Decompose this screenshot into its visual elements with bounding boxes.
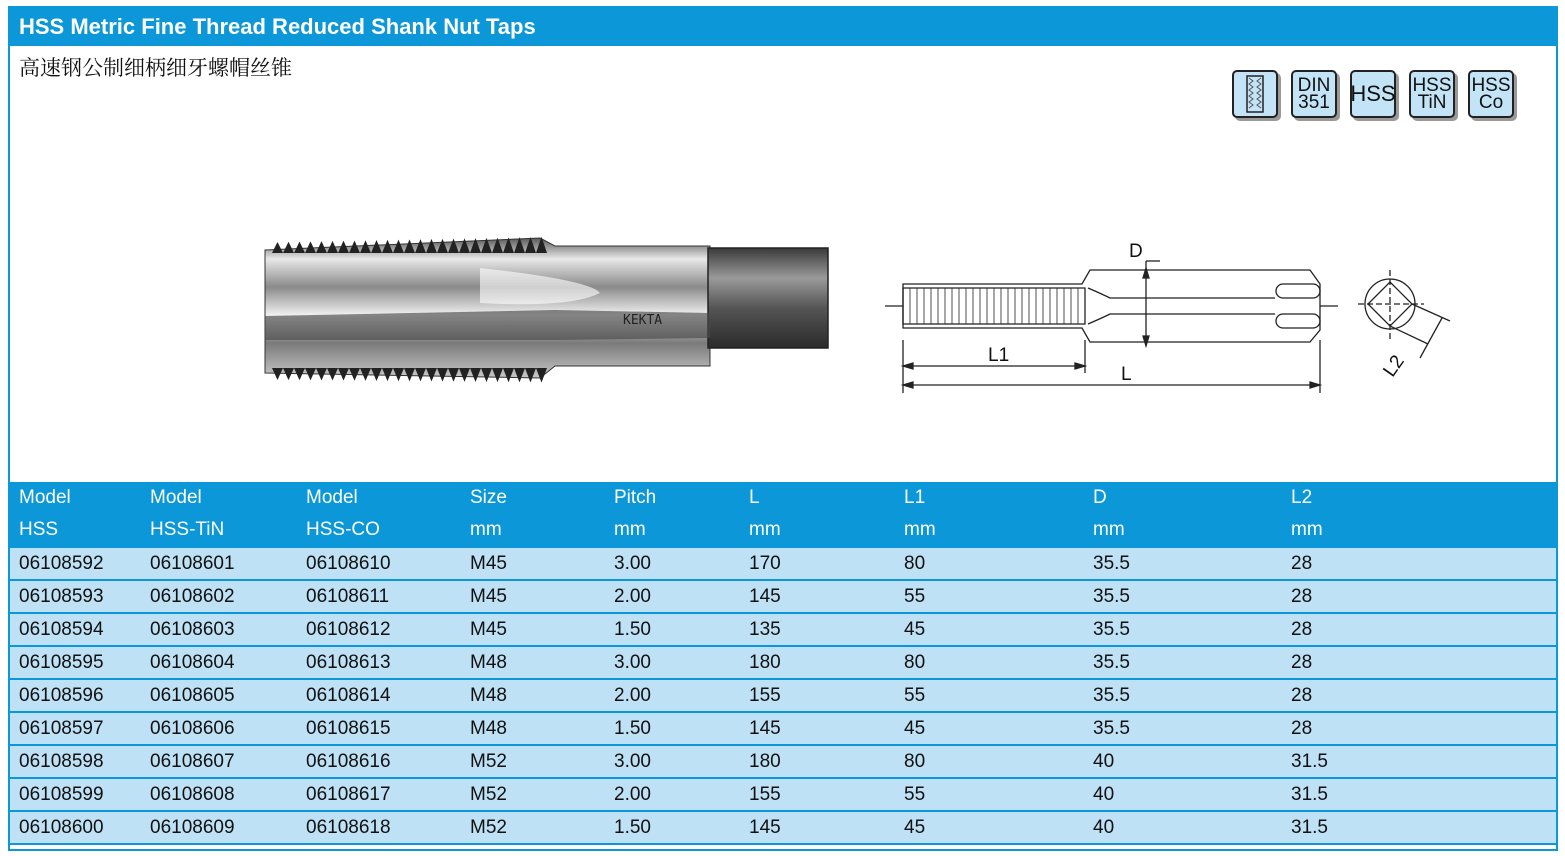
table-cell: 145 [740, 811, 895, 844]
table-cell: 145 [740, 712, 895, 745]
table-cell: 40 [1084, 778, 1282, 811]
table-cell: 06108614 [297, 679, 461, 712]
table-cell: 06108593 [10, 580, 141, 613]
table-cell: 80 [895, 547, 1084, 580]
table-header-row [10, 482, 1556, 514]
table-cell: 31.5 [1282, 811, 1556, 844]
table-cell: 06108609 [141, 811, 297, 844]
column-header: mm [614, 519, 646, 540]
column-header: Model [306, 487, 358, 508]
table-cell: 35.5 [1084, 580, 1282, 613]
tap-marking: KEKTA [623, 313, 663, 328]
tap-photo [265, 237, 828, 383]
table-cell: 35.5 [1084, 679, 1282, 712]
table-cell: 06108592 [10, 547, 141, 580]
table-cell: 155 [740, 679, 895, 712]
table-cell: 28 [1282, 646, 1556, 679]
table-cell: 06108606 [141, 712, 297, 745]
table-cell: 80 [895, 745, 1084, 778]
dim-label-l1: L1 [988, 345, 1010, 366]
table-cell: 28 [1282, 547, 1556, 580]
column-header: Pitch [614, 487, 657, 508]
column-header: Size [470, 487, 507, 508]
table-cell: 06108598 [10, 745, 141, 778]
table-cell: 35.5 [1084, 613, 1282, 646]
table-cell: 180 [740, 646, 895, 679]
table-cell: 55 [895, 778, 1084, 811]
table-cell: 06108605 [141, 679, 297, 712]
table-cell: 3.00 [605, 646, 740, 679]
table-row [10, 613, 1556, 646]
column-header: L2 [1291, 487, 1313, 508]
table-cell: 06108599 [10, 778, 141, 811]
table-cell: 55 [895, 679, 1084, 712]
table-cell: 1.50 [605, 613, 740, 646]
spec-table-wrapper [10, 482, 1556, 845]
table-cell: 55 [895, 580, 1084, 613]
dim-label-d: D [1129, 241, 1143, 262]
badge-text: 351 [1298, 92, 1330, 113]
table-cell: 06108602 [141, 580, 297, 613]
table-row [10, 811, 1556, 844]
table-cell: 06108611 [297, 580, 461, 613]
table-cell: 35.5 [1084, 646, 1282, 679]
table-cell: 170 [740, 547, 895, 580]
table-row [10, 547, 1556, 580]
column-header: HSS [19, 519, 59, 540]
table-cell: 06108595 [10, 646, 141, 679]
table-cell: M48 [461, 679, 605, 712]
badge-text: Co [1478, 92, 1504, 113]
table-cell: 31.5 [1282, 778, 1556, 811]
table-cell: 06108603 [141, 613, 297, 646]
table-cell: 28 [1282, 613, 1556, 646]
table-cell: 145 [740, 580, 895, 613]
table-cell: 40 [1084, 745, 1282, 778]
table-cell: 06108607 [141, 745, 297, 778]
table-cell: M52 [461, 811, 605, 844]
badge-text: DIN [1297, 75, 1331, 96]
dim-label-l2: L2 [1379, 351, 1409, 381]
badge-text: HSS [1471, 75, 1511, 96]
table-cell: 3.00 [605, 547, 740, 580]
table-cell: 28 [1282, 580, 1556, 613]
table-row [10, 712, 1556, 745]
chinese-subtitle: 高速钢公制细柄细牙螺帽丝锥 [19, 56, 292, 80]
column-header: HSS-TiN [150, 519, 225, 540]
table-cell: 45 [895, 811, 1084, 844]
table-cell: 06108601 [141, 547, 297, 580]
table-cell: 06108613 [297, 646, 461, 679]
table-cell: 06108610 [297, 547, 461, 580]
product-panel [8, 6, 1558, 851]
table-cell: 45 [895, 613, 1084, 646]
column-header: mm [1093, 519, 1125, 540]
table-cell: 06108604 [141, 646, 297, 679]
column-header: HSS-CO [306, 519, 380, 540]
column-header: mm [470, 519, 502, 540]
table-cell: 2.00 [605, 580, 740, 613]
column-header: L1 [904, 487, 926, 508]
table-cell: M52 [461, 778, 605, 811]
dim-label-l: L [1121, 364, 1132, 385]
table-cell: 06108597 [10, 712, 141, 745]
table-cell: M48 [461, 646, 605, 679]
table-cell: M45 [461, 613, 605, 646]
table-cell: 06108594 [10, 613, 141, 646]
column-header: Model [150, 487, 202, 508]
table-cell: 28 [1282, 679, 1556, 712]
table-cell: M45 [461, 547, 605, 580]
table-cell: 155 [740, 778, 895, 811]
table-cell: 1.50 [605, 712, 740, 745]
column-header: mm [749, 519, 781, 540]
table-row [10, 646, 1556, 679]
table-cell: 06108612 [297, 613, 461, 646]
table-cell: 180 [740, 745, 895, 778]
table-cell: 06108600 [10, 811, 141, 844]
badge-text: HSS [1350, 81, 1396, 106]
column-header: mm [1291, 519, 1323, 540]
table-row [10, 679, 1556, 712]
table-cell: 06108617 [297, 778, 461, 811]
table-cell: 06108596 [10, 679, 141, 712]
badge-text: HSS [1412, 75, 1452, 96]
table-cell: 45 [895, 712, 1084, 745]
column-header: Model [19, 487, 71, 508]
table-cell: 31.5 [1282, 745, 1556, 778]
table-cell: 2.00 [605, 778, 740, 811]
table-cell: M45 [461, 580, 605, 613]
table-cell: 06108618 [297, 811, 461, 844]
table-cell: M52 [461, 745, 605, 778]
table-cell: 2.00 [605, 679, 740, 712]
technical-drawing [885, 261, 1450, 393]
table-cell: 3.00 [605, 745, 740, 778]
table-cell: 06108608 [141, 778, 297, 811]
product-illustration [10, 48, 1556, 480]
table-cell: 35.5 [1084, 712, 1282, 745]
table-cell: 135 [740, 613, 895, 646]
table-row [10, 580, 1556, 613]
badge-text: TiN [1417, 92, 1447, 113]
table-header-units-row [10, 514, 1556, 547]
table-cell: 1.50 [605, 811, 740, 844]
table-cell: 06108615 [297, 712, 461, 745]
table-cell: 40 [1084, 811, 1282, 844]
table-cell: 80 [895, 646, 1084, 679]
spec-table [10, 482, 1556, 845]
table-row [10, 745, 1556, 778]
page-title: HSS Metric Fine Thread Reduced Shank Nut Taps [10, 8, 1556, 46]
column-header: D [1093, 487, 1107, 508]
table-row [10, 778, 1556, 811]
table-cell: 06108616 [297, 745, 461, 778]
table-cell: M48 [461, 712, 605, 745]
table-cell: 35.5 [1084, 547, 1282, 580]
table-cell: 28 [1282, 712, 1556, 745]
column-header: L [749, 487, 760, 508]
column-header: mm [904, 519, 936, 540]
